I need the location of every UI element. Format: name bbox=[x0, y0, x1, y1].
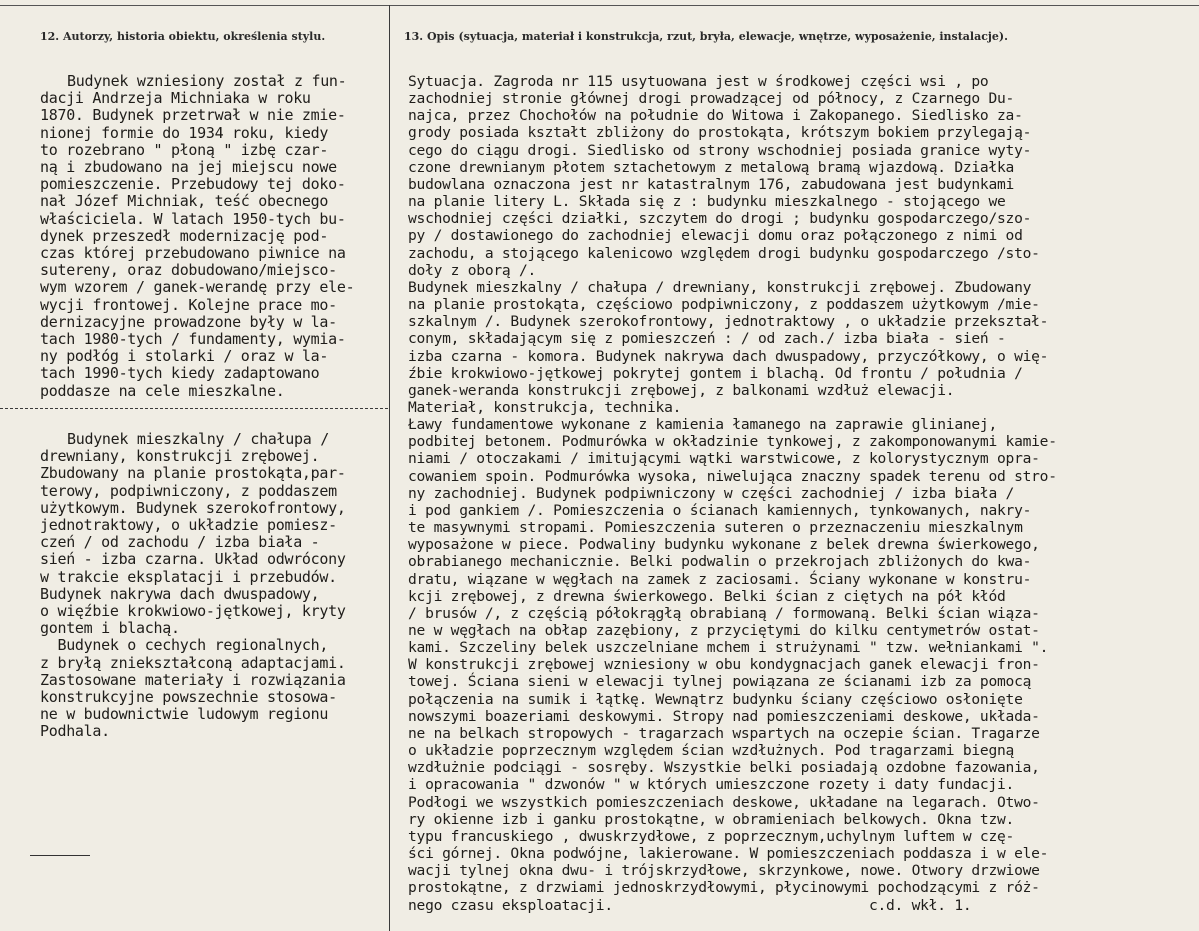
text-line: czeń / od zachodu / izba biała - bbox=[40, 533, 320, 552]
text-line: połączenia na sumik i łątkę. Wewnątrz budynku ściany częściowo osłonięte bbox=[408, 690, 1023, 708]
text-line: Zbudowany na planie prostokąta,par- bbox=[40, 464, 346, 483]
text-line: conym, składającym się z pomieszczeń : / od zach./ izba biała - sień - bbox=[408, 330, 1006, 348]
text-line: źbie krokwiowo-jętkowej pokrytej gontem i blachą. Od frontu / południa / bbox=[408, 364, 1023, 382]
text-line: zachodniej stronie głównej drogi prowadzącej od północy, z Czarnego Du- bbox=[408, 90, 1015, 108]
text-line: kami. Szczeliny belek uszczelniane mchem i strużynami " tzw. wełniankami ". bbox=[408, 639, 1049, 657]
text-line: czone drewnianym płotem sztachetowym z metalową bramą wjazdową. Działka bbox=[408, 158, 1015, 176]
text-line: dacji Andrzeja Michniaka w roku bbox=[40, 89, 311, 108]
text-line: wyposażone w piece. Podwaliny budynku wykonane z belek drewna świerkowego, bbox=[408, 536, 1040, 554]
right-column-header: 13. Opis (sytuacja, materiał i konstrukcja, rzut, bryła, elewacje, wnętrze, wyposażenie, instalacje). bbox=[404, 30, 1008, 43]
text-line: doły z oborą /. bbox=[408, 261, 537, 279]
text-line: typu francuskiego , dwuskrzydłowe, z poprzecznym,uchylnym luftem w czę- bbox=[408, 827, 1015, 845]
text-line: tach 1980-tych / fundamenty, wymia- bbox=[40, 330, 346, 349]
text-line: wzdłużnie podciągi - sosręby. Wszystkie belki posiadają ozdobne fazowania, bbox=[408, 759, 1040, 777]
text-line: na planie prostokąta, częściowo podpiwniczony, z poddaszem użytkowym /mie- bbox=[408, 296, 1040, 314]
text-line: ry okienne izb i ganku prostokątne, w obramieniach belkowych. Okna tzw. bbox=[408, 810, 1015, 828]
text-line: ną i zbudowano na jej miejscu nowe bbox=[40, 158, 337, 177]
text-line: niami / otoczakami / imitującymi wątki warstwicowe, z kolorystycznym opra- bbox=[408, 450, 1040, 468]
section-divider bbox=[0, 408, 388, 409]
text-line: Podhala. bbox=[40, 722, 110, 741]
text-line: cowaniem spoin. Podmurówka wysoka, niwelująca znaczny spadek terenu od stro- bbox=[408, 467, 1057, 485]
text-line: Zastosowane materiały i rozwiązania bbox=[40, 670, 346, 689]
style-text bbox=[40, 431, 380, 741]
text-line: właściciela. W latach 1950-tych bu- bbox=[40, 209, 346, 228]
text-line: Sytuacja. Zagroda nr 115 usytuowana jest w środkowej części wsi , po bbox=[408, 73, 989, 90]
text-line: konstrukcyjne powszechnie stosowa- bbox=[40, 688, 337, 707]
text-line: tach 1990-tych kiedy zadaptowano bbox=[40, 364, 320, 383]
text-line: wym wzorem / ganek-werandę przy ele- bbox=[40, 278, 355, 297]
text-line: pomieszczenie. Przebudowy tej doko- bbox=[40, 175, 346, 194]
text-line: podbitej betonem. Podmurówka w okładzinie tynkowej, z zakomponowanymi kamie- bbox=[408, 433, 1057, 451]
text-line: i opracowania " dzwonów " w których umieszczone rozety i daty fundacji. bbox=[408, 776, 1015, 794]
description-section bbox=[408, 73, 1198, 914]
text-line: sutereny, oraz dobudowano/miejsco- bbox=[40, 261, 337, 280]
text-line: ne na belkach stropowych - tragarzach wspartych na oczepie ścian. Tragarze bbox=[408, 724, 1040, 742]
text-line: na planie litery L. Składa się z : budynku mieszkalnego - stojącego we bbox=[408, 193, 1006, 211]
text-line: czas której przebudowano piwnice na bbox=[40, 244, 346, 263]
text-line: ści górnej. Okna podwójne, lakierowane. W pomieszczeniach poddasza i w ele- bbox=[408, 845, 1049, 863]
text-line: nego czasu eksploatacji. c.d. wkł. 1. bbox=[408, 896, 972, 914]
style-section bbox=[40, 431, 380, 741]
text-line: szkalnym /. Budynek szerokofrontowy, jednotraktowy , o układzie przekształ- bbox=[408, 313, 1049, 331]
text-line: poddasze na cele mieszkalne. bbox=[40, 381, 285, 400]
text-line: terowy, podpiwniczony, z poddaszem bbox=[40, 481, 337, 500]
text-line: jednotraktowy, o układzie pomiesz- bbox=[40, 516, 337, 535]
text-line: budowlana oznaczona jest nr katastralnym 176, zabudowana jest budynkami bbox=[408, 175, 1015, 193]
history-section bbox=[40, 73, 380, 400]
text-line: Budynek nakrywa dach dwuspadowy, bbox=[40, 584, 320, 603]
text-line: te masywnymi stropami. Pomieszczenia suteren o przeznaczeniu mieszkalnym bbox=[408, 519, 1023, 537]
text-line: cego do ciągu drogi. Siedlisko od strony wschodniej posiada granice wyty- bbox=[408, 141, 1032, 159]
text-line: wycji frontowej. Kolejne prace mo- bbox=[40, 295, 337, 314]
text-line: i pod gankiem /. Pomieszczenia o ścianach kamiennych, tynkowanych, nakry- bbox=[408, 501, 1032, 519]
text-line: ny zachodniej. Budynek podpiwniczony w części zachodniej / izba biała / bbox=[408, 484, 1015, 502]
column-divider bbox=[389, 5, 390, 931]
text-line: Ławy fundamentowe wykonane z kamienia łamanego na zaprawie glinianej, bbox=[408, 416, 997, 434]
text-line: nowszymi boazeriami deskowymi. Stropy nad pomieszczeniami deskowe, układa- bbox=[408, 707, 1040, 725]
text-line: o więźbie krokwiowo-jętkowej, kryty bbox=[40, 602, 346, 621]
text-line: Budynek wzniesiony został z fun- bbox=[67, 72, 347, 90]
text-line: wschodniej części działki, szczytem do drogi ; budynku gospodarczego/szo- bbox=[408, 210, 1032, 228]
description-text bbox=[408, 73, 1198, 914]
text-line: ne w budownictwie ludowym regionu bbox=[40, 705, 329, 724]
text-line: dynek przeszedł modernizację pod- bbox=[40, 226, 329, 245]
text-line: py / dostawionego do zachodniej elewacji domu oraz połączonego z nimi od bbox=[408, 227, 1023, 245]
history-text bbox=[40, 73, 380, 400]
text-line: wacji tylnej okna dwu- i trójskrzydłowe, skrzynkowe, nowe. Otwory drzwiowe bbox=[408, 862, 1040, 880]
text-line: W konstrukcji zrębowej wzniesiony w obu kondygnacjach ganek elewacji fron- bbox=[408, 656, 1040, 674]
text-line: drewniany, konstrukcji zrębowej. bbox=[40, 447, 320, 466]
text-line: nionej formie do 1934 roku, kiedy bbox=[40, 123, 329, 142]
text-line: to rozebrano " płoną " izbę czar- bbox=[40, 140, 329, 159]
text-line: najca, przez Chochołów na południe do Witowa i Zakopanego. Siedlisko za- bbox=[408, 107, 1023, 125]
text-line: ne w węgłach na obłap zazębiony, z przyciętymi do kilku centymetrów ostat- bbox=[408, 622, 1040, 639]
text-line: dratu, wiązane w węgłach na zamek z zaciosami. Ściany wykonane w konstru- bbox=[408, 570, 1032, 588]
text-line: Budynek mieszkalny / chałupa / bbox=[67, 430, 329, 448]
text-line: sień - izba czarna. Układ odwrócony bbox=[40, 550, 346, 569]
text-line: izba czarna - komora. Budynek nakrywa dach dwuspadowy, przyczółkowy, o wię- bbox=[408, 347, 1049, 365]
text-line: w trakcie eksplatacji i przebudów. bbox=[40, 567, 337, 586]
left-column-header: 12. Autorzy, historia obiektu, określenia stylu. bbox=[40, 30, 326, 43]
text-line: obrabianego mechanicznie. Belki podwalin o przekrojach zbliżonych do kwa- bbox=[408, 553, 1032, 571]
text-line: ny podłóg i stolarki / oraz w la- bbox=[40, 347, 329, 366]
text-line: Budynek mieszkalny / chałupa / drewniany, konstrukcji zrębowej. Zbudowany bbox=[408, 278, 1032, 296]
text-line: Budynek o cechych regionalnych, bbox=[40, 636, 329, 655]
text-line: grody posiada kształt zbliżony do prostokąta, krótszym bokiem przylegają- bbox=[408, 124, 1032, 142]
text-line: zachodu, a stojącego kalenicowo względem drogi budynku gospodarczego /sto- bbox=[408, 244, 1040, 262]
top-border bbox=[0, 5, 1199, 6]
text-line: towej. Ściana sieni w elewacji tylnej powiązana ze ścianami izb za pomocą bbox=[408, 673, 1032, 691]
footer-rule bbox=[30, 855, 90, 856]
text-line: nał Józef Michniak, teść obecnego bbox=[40, 192, 329, 211]
text-line: kcji zrębowej, z drewna świerkowego. Belki ścian z ciętych na pół kłód bbox=[408, 587, 1006, 605]
text-line: z bryłą zniekształconą adaptacjami. bbox=[40, 653, 346, 672]
text-line: prostokątne, z drzwiami jednoskrzydłowymi, płycinowymi pochodzącymi z róż- bbox=[408, 879, 1040, 897]
text-line: o układzie poprzecznym względem ścian wzdłużnych. Pod tragarzami biegną bbox=[408, 742, 1015, 760]
text-line: ganek-weranda konstrukcji zrębowej, z balkonami wzdłuż elewacji. bbox=[408, 381, 955, 399]
text-line: użytkowym. Budynek szerokofrontowy, bbox=[40, 498, 346, 517]
text-line: Materiał, konstrukcja, technika. bbox=[408, 398, 682, 416]
text-line: 1870. Budynek przetrwał w nie zmie- bbox=[40, 106, 346, 125]
text-line: gontem i blachą. bbox=[40, 619, 180, 638]
text-line: dernizacyjne prowadzone były w la- bbox=[40, 312, 337, 331]
text-line: / brusów /, z częścią półokrągłą obrabianą / formowaną. Belki ścian wiąza- bbox=[408, 604, 1040, 622]
text-line: Podłogi we wszystkich pomieszczeniach deskowe, układane na legarach. Otwo- bbox=[408, 793, 1040, 811]
